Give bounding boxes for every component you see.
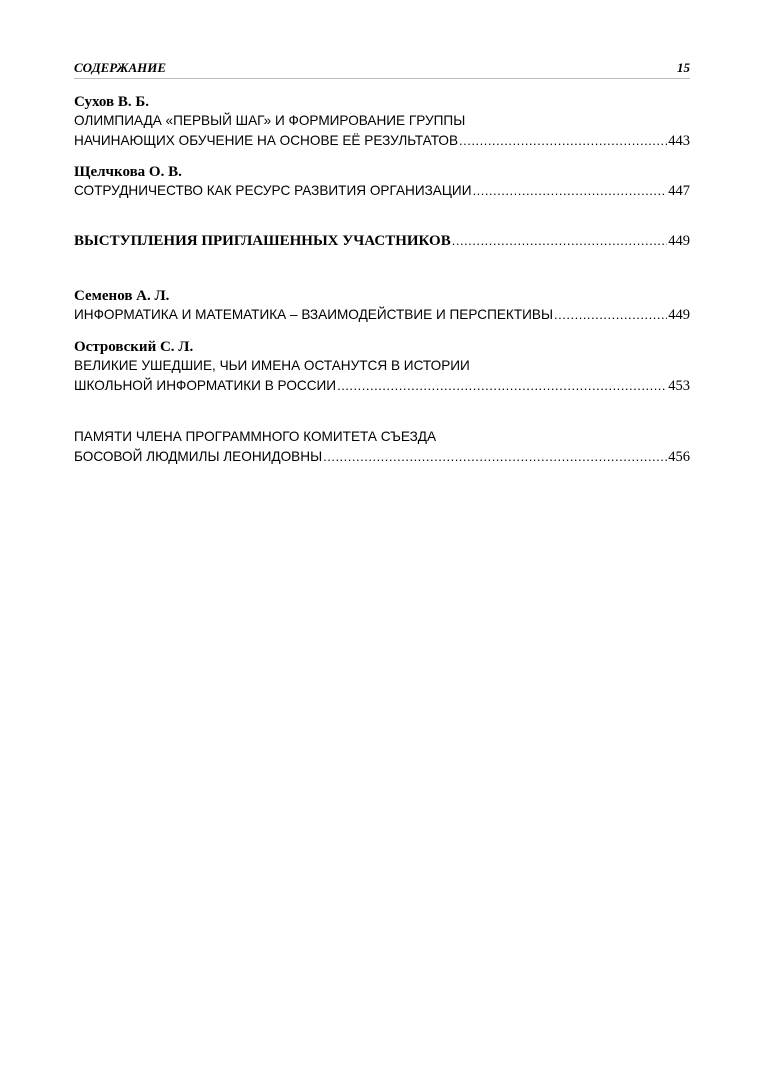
toc-entry xyxy=(74,427,690,467)
toc-author: Сухов В. Б. xyxy=(74,94,150,110)
toc-title-text: НАЧИНАЮЩИХ ОБУЧЕНИЕ НА ОСНОВЕ ЕЁ РЕЗУЛЬТАТОВ xyxy=(74,133,459,148)
section-title: ВЫСТУПЛЕНИЯ ПРИГЛАШЕННЫХ УЧАСТНИКОВ xyxy=(74,233,451,249)
toc-page-number: 453 xyxy=(668,378,690,394)
toc-author: Островский С. Л. xyxy=(74,339,194,355)
toc-page-number: 456 xyxy=(668,449,690,465)
dot-leader xyxy=(337,376,667,396)
dot-leader xyxy=(452,231,668,251)
toc-title-line: ОЛИМПИАДА «ПЕРВЫЙ ШАГ» И ФОРМИРОВАНИЕ ГРУППЫ xyxy=(74,113,466,128)
toc-page-number: 443 xyxy=(668,133,690,149)
toc-entry xyxy=(74,287,690,325)
toc-title-line: ВЕЛИКИЕ УШЕДШИЕ, ЧЬИ ИМЕНА ОСТАНУТСЯ В ИСТОРИИ xyxy=(74,358,470,373)
header-page-number: 15 xyxy=(677,60,690,75)
toc-entry xyxy=(74,163,690,201)
toc-author: Семенов А. Л. xyxy=(74,288,170,304)
dot-leader xyxy=(323,447,667,467)
toc-entry xyxy=(74,338,690,396)
toc-title-last-line xyxy=(74,376,690,396)
toc-section xyxy=(74,231,690,251)
dot-leader xyxy=(459,131,667,151)
toc-entry xyxy=(74,93,690,151)
header-title: СОДЕРЖАНИЕ xyxy=(74,60,167,75)
toc-title-line: ПАМЯТИ ЧЛЕНА ПРОГРАММНОГО КОМИТЕТА СЪЕЗДА xyxy=(74,429,437,444)
toc-page-number: 449 xyxy=(668,307,690,323)
toc-title-text: ИНФОРМАТИКА И МАТЕМАТИКА – ВЗАИМОДЕЙСТВИЕ И ПЕРСПЕКТИВЫ xyxy=(74,307,554,322)
toc-title-text: БОСОВОЙ ЛЮДМИЛЫ ЛЕОНИДОВНЫ xyxy=(74,449,323,464)
toc-author: Щелчкова О. В. xyxy=(74,164,182,180)
dot-leader xyxy=(554,305,667,325)
running-header xyxy=(74,58,690,79)
toc-title-text: СОТРУДНИЧЕСТВО КАК РЕСУРС РАЗВИТИЯ ОРГАНИЗАЦИИ xyxy=(74,183,472,198)
toc-title-text: ШКОЛЬНОЙ ИНФОРМАТИКИ В РОССИИ xyxy=(74,378,337,393)
toc-page-number: 449 xyxy=(668,233,690,249)
toc-title-last-line xyxy=(74,181,690,201)
toc-title-last-line xyxy=(74,447,690,467)
toc-section-line xyxy=(74,231,690,251)
toc-title-last-line xyxy=(74,131,690,151)
dot-leader xyxy=(472,181,667,201)
toc-title-last-line xyxy=(74,305,690,325)
toc-page-number: 447 xyxy=(668,183,690,199)
